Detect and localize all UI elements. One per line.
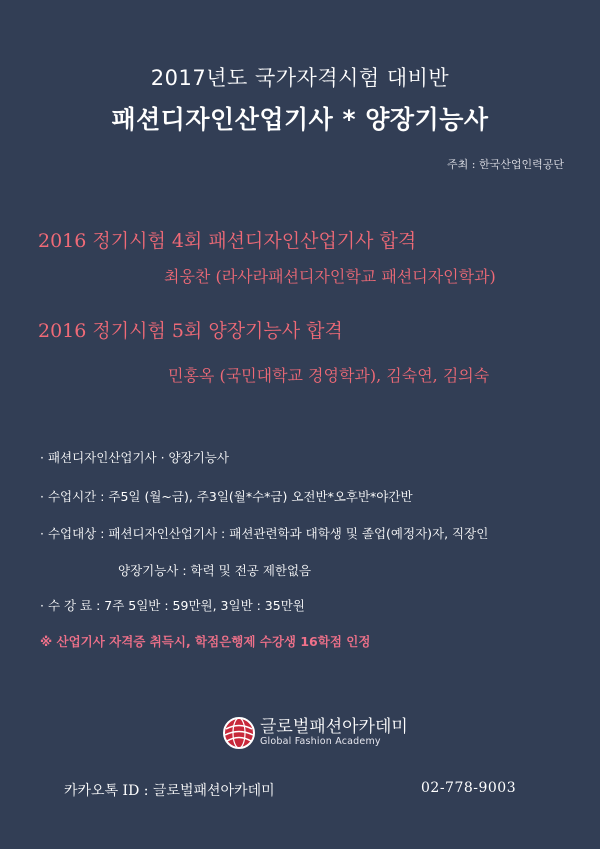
title-line-2: 패션디자인산업기사 * 양장기능사 [111,105,489,134]
info-schedule: · 수업시간 : 주5일 (월~금), 주3일(월*수*금) 오전반*오후반*야간반 [40,489,413,504]
academy-logo [222,716,408,750]
info-target: · 수업대상 : 패션디자인산업기사 : 패션관련학과 대학생 및 졸업(예정자)자, 직장인 [40,526,489,541]
logo-name-korean: 글로벌패션아카데미 [260,717,408,738]
result-names-2: 민홍옥 (국민대학교 경영학과), 김숙연, 김의숙 [168,366,490,385]
result-heading-2: 2016 정기시험 5회 양장기능사 합격 [38,320,343,342]
logo-name-english: Global Fashion Academy [260,736,381,748]
globe-logo-icon [222,716,256,750]
result-names-1: 최웅찬 (라사라패션디자인학교 패션디자인학과) [164,267,496,286]
info-notice: ※ 산업기사 자격증 취득시, 학점은행제 수강생 16학점 인정 [40,634,371,649]
result-heading-1: 2016 정기시험 4회 패션디자인산업기사 합격 [38,230,417,252]
info-fee: · 수 강 료 : 7주 5일반 : 59만원, 3일반 : 35만원 [40,598,305,613]
kakao-id: 카카오톡 ID : 글로벌패션아카데미 [64,783,275,799]
info-course: · 패션디자인산업기사 · 양장기능사 [40,450,229,465]
info-target-sub: 양장기능사 : 학력 및 전공 제한없음 [118,563,312,578]
title-line-1: 2017년도 국가자격시험 대비반 [150,66,450,90]
sponsor-text: 주최 : 한국산업인력공단 [447,158,564,171]
phone-number: 02-778-9003 [421,780,517,796]
